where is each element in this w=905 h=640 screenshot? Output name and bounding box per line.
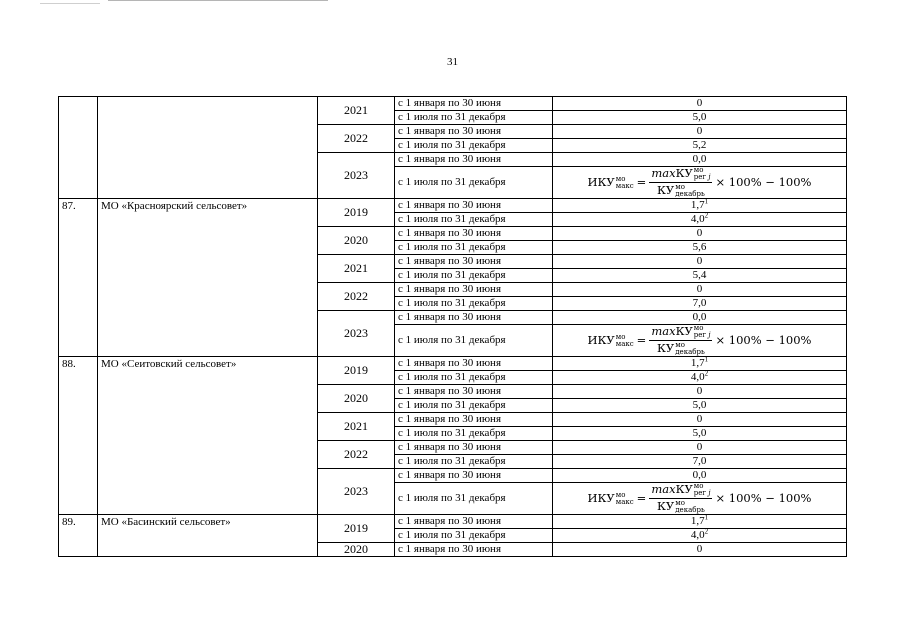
- formula-subscript: декабрь: [675, 506, 705, 514]
- row-number-cell: 88.: [59, 357, 98, 515]
- formula-equals: =: [636, 175, 647, 189]
- formula-numerator: [649, 167, 712, 183]
- value-text: 0: [696, 97, 703, 109]
- value-cell: [553, 427, 847, 441]
- municipality-cell: МО «Красноярский сельсовет»: [98, 199, 318, 357]
- period-cell: с 1 января по 30 июня: [395, 441, 553, 455]
- period-cell: с 1 января по 30 июня: [395, 125, 553, 139]
- period-cell: с 1 июля по 31 декабря: [395, 529, 553, 543]
- table-row: [59, 97, 847, 111]
- formula-subscript: макс: [615, 497, 634, 506]
- period-cell: с 1 июля по 31 декабря: [395, 399, 553, 413]
- formula-lhs-symbol: ИКУ: [587, 174, 615, 189]
- formula-subscript: макс: [615, 339, 634, 348]
- period-cell: с 1 января по 30 июня: [395, 413, 553, 427]
- municipality-cell: [98, 97, 318, 199]
- period-cell: с 1 января по 30 июня: [395, 543, 553, 557]
- formula-denominator: [657, 499, 705, 514]
- year-cell: 2022: [318, 283, 395, 311]
- value-cell: [553, 283, 847, 297]
- period-cell: с 1 июля по 31 декабря: [395, 167, 553, 199]
- period-cell: с 1 января по 30 июня: [395, 311, 553, 325]
- sup-sub-stack: [616, 334, 634, 348]
- value-cell: [553, 455, 847, 469]
- period-cell: с 1 июля по 31 декабря: [395, 325, 553, 357]
- sup-sub-stack: [694, 325, 711, 339]
- year-cell: 2019: [318, 199, 395, 227]
- footnote-marker: 1: [704, 514, 709, 522]
- value-cell: [553, 199, 847, 213]
- row-number-cell: 87.: [59, 199, 98, 357]
- formula-subscript: рег j: [693, 173, 711, 181]
- period-cell: с 1 января по 30 июня: [395, 515, 553, 529]
- formula-lhs: [588, 492, 634, 506]
- year-cell: 2020: [318, 227, 395, 255]
- value-cell: [553, 413, 847, 427]
- formula-denominator: [657, 341, 705, 356]
- formula-num-symbol: КУ: [675, 482, 693, 496]
- sup-sub-stack: [616, 176, 634, 190]
- value-text: 0: [696, 413, 703, 425]
- formula-equals: =: [636, 491, 647, 505]
- formula-cell: [553, 483, 847, 515]
- value-cell: [553, 385, 847, 399]
- row-number-cell: 89.: [59, 515, 98, 557]
- value-text: 1,7: [690, 515, 705, 527]
- year-cell: 2023: [318, 153, 395, 199]
- value-text: 0: [696, 125, 703, 137]
- ikumax-formula: [588, 483, 812, 514]
- value-text: 0: [696, 283, 703, 295]
- formula-num-symbol: КУ: [675, 166, 693, 180]
- formula-numerator: [649, 483, 712, 499]
- formula-tail: × 100% − 100%: [715, 175, 812, 189]
- year-cell: 2021: [318, 97, 395, 125]
- value-cell: [553, 543, 847, 557]
- value-text: 5,2: [692, 139, 707, 151]
- period-cell: с 1 января по 30 июня: [395, 255, 553, 269]
- value-text: 0: [696, 543, 703, 555]
- period-cell: с 1 июля по 31 декабря: [395, 483, 553, 515]
- formula-equals: =: [636, 333, 647, 347]
- municipality-cell: МО «Сеитовский сельсовет»: [98, 357, 318, 515]
- year-cell: 2022: [318, 125, 395, 153]
- footnote-marker: 1: [704, 356, 709, 364]
- value-cell: [553, 241, 847, 255]
- formula-cell: [553, 325, 847, 357]
- value-cell: [553, 371, 847, 385]
- formula-max: max: [651, 482, 676, 496]
- value-text: 0: [696, 385, 703, 397]
- value-cell: [553, 311, 847, 325]
- period-cell: с 1 июля по 31 декабря: [395, 455, 553, 469]
- sup-sub-stack: [694, 167, 711, 181]
- formula-den-symbol: КУ: [657, 341, 675, 355]
- value-cell: [553, 153, 847, 167]
- period-cell: с 1 января по 30 июня: [395, 199, 553, 213]
- formula-superscript: мо: [675, 499, 685, 507]
- sup-sub-stack: [675, 500, 705, 514]
- formula-tail: × 100% − 100%: [715, 333, 812, 347]
- value-cell: [553, 111, 847, 125]
- value-text: 4,0: [690, 213, 705, 225]
- value-text: 0,0: [692, 469, 707, 481]
- value-cell: [553, 515, 847, 529]
- value-text: 0,0: [692, 311, 707, 323]
- period-cell: с 1 января по 30 июня: [395, 283, 553, 297]
- formula-superscript: мо: [693, 166, 704, 174]
- ikumax-formula: [588, 167, 812, 198]
- municipality-cell: МО «Басинский сельсовет»: [98, 515, 318, 557]
- scan-artifact-line: [108, 0, 328, 1]
- page-number: 31: [447, 56, 458, 68]
- period-cell: с 1 июля по 31 декабря: [395, 213, 553, 227]
- formula-subscript: декабрь: [675, 348, 705, 356]
- table-row: [59, 357, 847, 371]
- formula-subscript: декабрь: [675, 190, 705, 198]
- period-cell: с 1 января по 30 июня: [395, 153, 553, 167]
- formula-index: j: [708, 173, 711, 181]
- year-cell: 2019: [318, 357, 395, 385]
- period-cell: с 1 января по 30 июня: [395, 385, 553, 399]
- year-cell: 2021: [318, 413, 395, 441]
- value-cell: [553, 97, 847, 111]
- year-cell: 2023: [318, 469, 395, 515]
- value-cell: [553, 399, 847, 413]
- value-cell: [553, 441, 847, 455]
- formula-subscript: рег j: [693, 331, 711, 339]
- tariff-table: [58, 96, 847, 557]
- row-number-cell: [59, 97, 98, 199]
- value-text: 7,0: [692, 455, 707, 467]
- formula-superscript: мо: [615, 490, 626, 499]
- value-cell: [553, 139, 847, 153]
- value-cell: [553, 213, 847, 227]
- value-cell: [553, 469, 847, 483]
- sup-sub-stack: [675, 184, 705, 198]
- sup-sub-stack: [616, 492, 634, 506]
- formula-subscript: рег j: [693, 489, 711, 497]
- formula-lhs-symbol: ИКУ: [587, 490, 615, 505]
- period-cell: с 1 января по 30 июня: [395, 469, 553, 483]
- sup-sub-stack: [694, 483, 711, 497]
- year-cell: 2023: [318, 311, 395, 357]
- value-text: 0: [696, 227, 703, 239]
- value-cell: [553, 297, 847, 311]
- value-text: 5,4: [692, 269, 707, 281]
- formula-lhs: [588, 334, 634, 348]
- scan-artifact-line: [40, 3, 100, 4]
- formula-den-symbol: КУ: [657, 183, 675, 197]
- period-cell: с 1 июля по 31 декабря: [395, 139, 553, 153]
- period-cell: с 1 января по 30 июня: [395, 357, 553, 371]
- value-text: 5,6: [692, 241, 707, 253]
- value-text: 1,7: [690, 357, 705, 369]
- period-cell: с 1 июля по 31 декабря: [395, 371, 553, 385]
- footnote-marker: 1: [704, 198, 709, 206]
- formula-cell: [553, 167, 847, 199]
- value-text: 0: [696, 441, 703, 453]
- period-cell: с 1 июля по 31 декабря: [395, 269, 553, 283]
- formula-numerator: [649, 325, 712, 341]
- footnote-marker: 2: [704, 370, 709, 378]
- formula-fraction: [649, 325, 712, 356]
- formula-lhs: [588, 176, 634, 190]
- value-text: 5,0: [692, 399, 707, 411]
- period-cell: с 1 января по 30 июня: [395, 97, 553, 111]
- formula-fraction: [649, 483, 712, 514]
- formula-superscript: мо: [693, 482, 704, 490]
- value-cell: [553, 125, 847, 139]
- formula-index: j: [708, 331, 711, 339]
- formula-max: max: [651, 166, 676, 180]
- value-cell: [553, 255, 847, 269]
- formula-tail: × 100% − 100%: [715, 491, 812, 505]
- footnote-marker: 2: [704, 528, 709, 536]
- period-cell: с 1 июля по 31 декабря: [395, 111, 553, 125]
- value-text: 0,0: [692, 153, 707, 165]
- value-text: 7,0: [692, 297, 707, 309]
- formula-subscript: макс: [615, 181, 634, 190]
- period-cell: с 1 июля по 31 декабря: [395, 427, 553, 441]
- formula-superscript: мо: [615, 332, 626, 341]
- formula-max: max: [651, 324, 676, 338]
- sup-sub-stack: [675, 342, 705, 356]
- formula-index: j: [708, 489, 711, 497]
- value-text: 4,0: [690, 529, 705, 541]
- table-row: [59, 199, 847, 213]
- value-cell: [553, 529, 847, 543]
- formula-superscript: мо: [675, 183, 685, 191]
- footnote-marker: 2: [704, 212, 709, 220]
- year-cell: 2021: [318, 255, 395, 283]
- formula-num-symbol: КУ: [675, 324, 693, 338]
- value-text: 5,0: [692, 427, 707, 439]
- formula-superscript: мо: [693, 324, 704, 332]
- period-cell: с 1 января по 30 июня: [395, 227, 553, 241]
- formula-superscript: мо: [615, 174, 626, 183]
- period-cell: с 1 июля по 31 декабря: [395, 297, 553, 311]
- formula-fraction: [649, 167, 712, 198]
- value-text: 4,0: [690, 371, 705, 383]
- value-cell: [553, 357, 847, 371]
- value-text: 1,7: [690, 199, 705, 211]
- value-cell: [553, 269, 847, 283]
- period-cell: с 1 июля по 31 декабря: [395, 241, 553, 255]
- year-cell: 2020: [318, 385, 395, 413]
- year-cell: 2019: [318, 515, 395, 543]
- table-row: [59, 515, 847, 529]
- value-cell: [553, 227, 847, 241]
- formula-superscript: мо: [675, 341, 685, 349]
- value-text: 5,0: [692, 111, 707, 123]
- year-cell: 2020: [318, 543, 395, 557]
- value-text: 0: [696, 255, 703, 267]
- ikumax-formula: [588, 325, 812, 356]
- formula-denominator: [657, 183, 705, 198]
- formula-den-symbol: КУ: [657, 499, 675, 513]
- year-cell: 2022: [318, 441, 395, 469]
- formula-lhs-symbol: ИКУ: [587, 332, 615, 347]
